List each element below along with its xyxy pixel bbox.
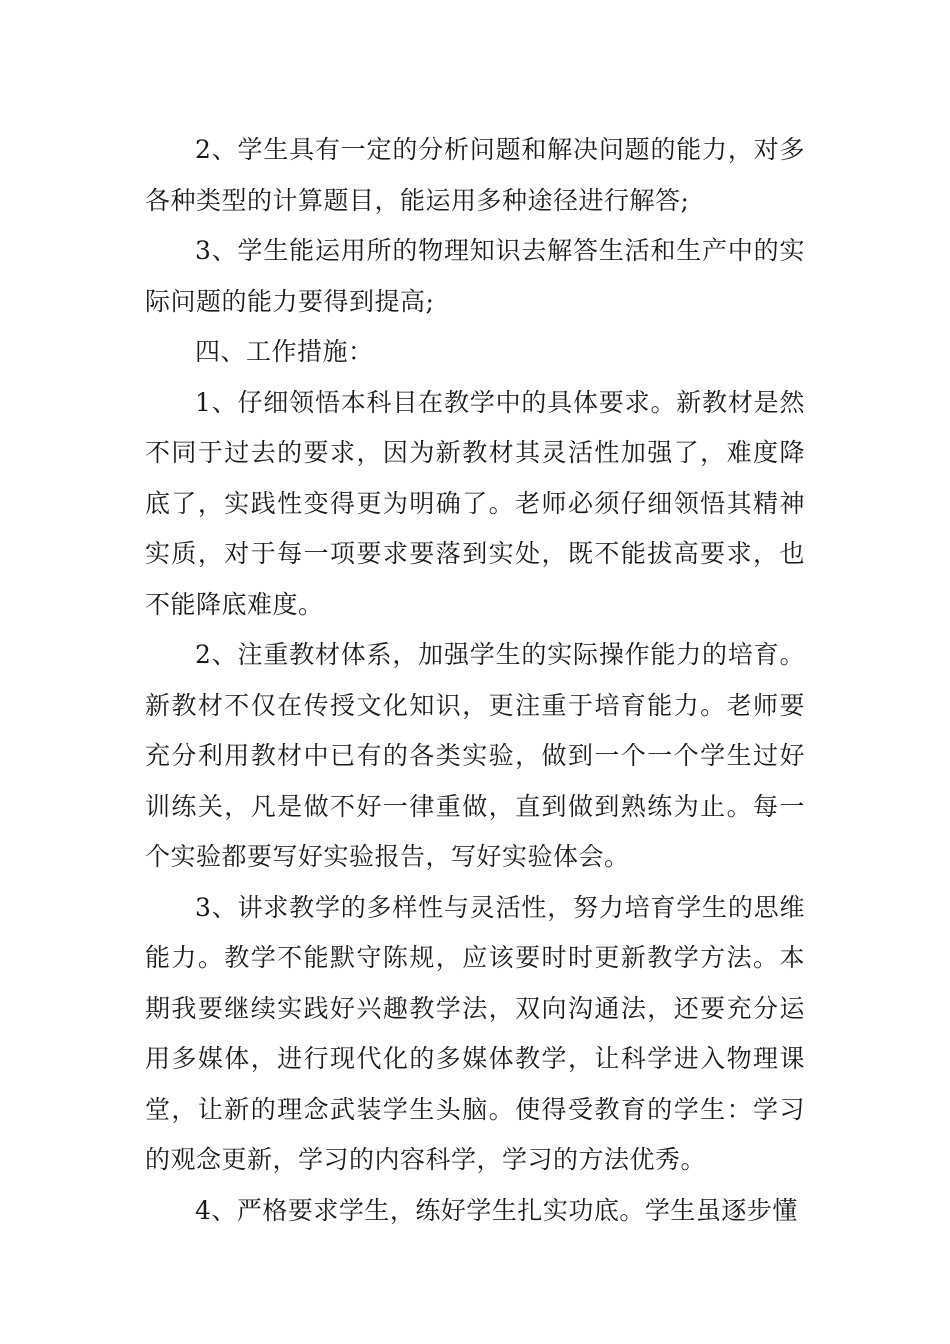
paragraph-measure-3: 3、讲求教学的多样性与灵活性，努力培育学生的思维能力。教学不能默守陈规，应该要时时更新教学方法。本期我要继续实践好兴趣教学法，双向沟通法，还要充分运用多媒体，进行现代化的多媒体教学，让科学进入物理课堂，让新的理念武装学生头脑。使得受教育的学生：学习的观念更新，学习的内容科学，学习的方法优秀。	[145, 892, 805, 1174]
paragraph-measure-4: 4、严格要求学生，练好学生扎实功底。学生虽逐步懂	[195, 1195, 798, 1225]
paragraph-goal-2: 2、学生具有一定的分析问题和解决问题的能力，对多各种类型的计算题目，能运用多种途径进行解答;	[145, 135, 805, 215]
paragraph-measure-2: 2、注重教材体系，加强学生的实际操作能力的培育。新教材不仅在传授文化知识，更注重于培育能力。老师要充分利用教材中已有的各类实验，做到一个一个学生过好训练关，凡是做不好一律重做，直到做到熟练为止。每一个实验都要写好实验报告，写好实验体会。	[145, 640, 805, 871]
paragraph-goal-3: 3、学生能运用所的物理知识去解答生活和生产中的实际问题的能力要得到提高;	[145, 236, 805, 316]
paragraph-measure-1: 1、仔细领悟本科目在教学中的具体要求。新教材是然不同于过去的要求，因为新教材其灵活性加强了，难度降底了，实践性变得更为明确了。老师必须仔细领悟其精神实质，对于每一项要求要落到实处，既不能拔高要求，也不能降底难度。	[145, 387, 805, 619]
section-heading-measures: 四、工作措施：	[195, 337, 374, 366]
